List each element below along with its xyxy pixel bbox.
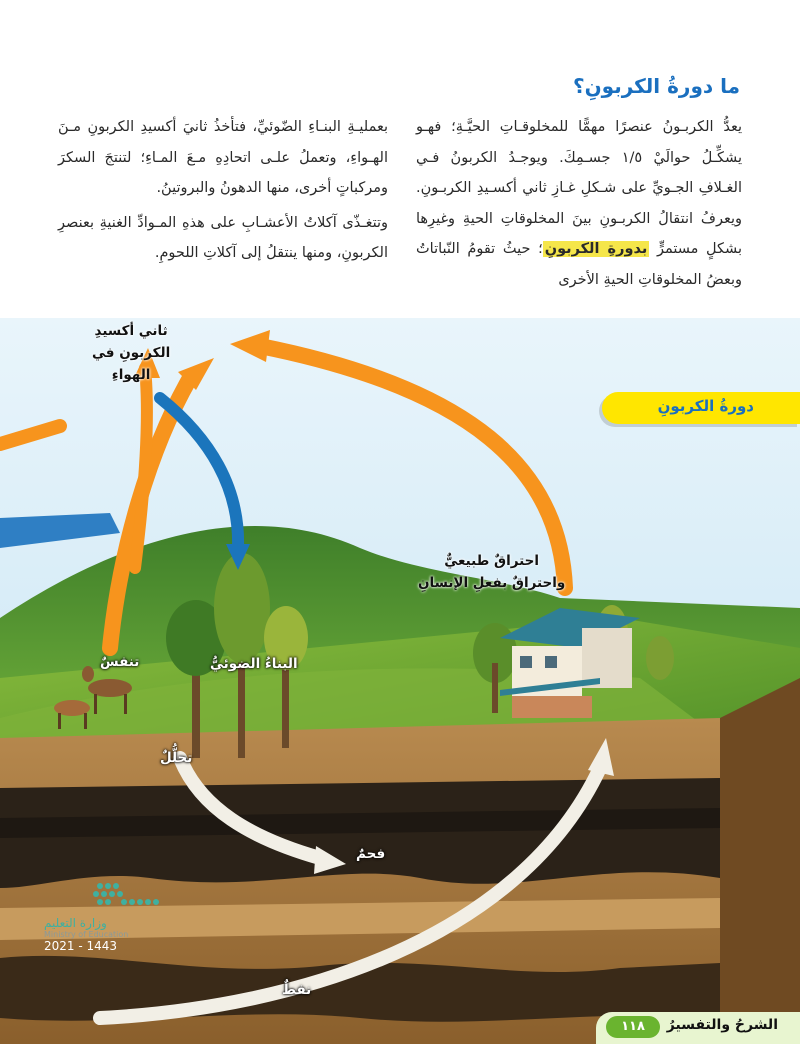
coal-label: فحمٌ [356,846,386,862]
right-paragraph-text: يعدُّ الكربـونُ عنصرًا مهمًّا للمخلوقـاتِ الحيَّـةِ؛ فهـو يشكِّـلُ حوالَيْ ١/٥ جسـمِكَ. ويوجـدُ الكربونُ فـي الغـلافِ الجـويِّ على شـكلِ غـازِ ثاني أكسـيدِ الكربـونِ. ويعرفُ انتقالُ الكربـونِ بينَ المخلوقاتِ الحيةِ وغيرِها بشكلٍ مستمرٍّ [416,119,743,257]
right-paragraph [416,112,742,295]
combustion-line-2: واحتراقٌ بفعلِ الإنسانِ [418,575,566,591]
banner-title: دورةُ الكربونِ [657,397,754,415]
ministry-name-ar: وزارة التعليم [44,916,107,930]
soil-side [720,678,800,1044]
co2-air-label [92,320,170,386]
right-paragraph-tail: ؛ حيثُ تقومُ النّباتاتُ وبعضُ المخلوقاتِ الحيةِ الأخرى [416,241,742,288]
page-footer [596,1012,800,1044]
page-number: ١١٨ [621,1019,645,1034]
right-text-column [416,112,742,295]
co2-label-line-1: ثاني أكسيدِ [94,323,168,339]
page-number-pill [606,1016,660,1038]
oil-label: نفطٌ [282,982,312,998]
carbon-cycle-highlight: بدورةِ الكربونِ [544,241,648,257]
respiration-label: تنفسٌ [100,654,140,670]
combustion-line-1: احتراقٌ طبيعيٌّ [444,553,539,569]
left-paragraph-2: وتتغـذّى آكلاتُ الأعشـابِ على هذهِ المـوادِّ الغنيةِ بعنصرِ الكربونِ، ومنها ينتقلُ إلى آكلاتِ اللحومِ. [58,214,388,261]
left-text-column [58,112,388,269]
footer-section-label: الشرحُ والتفسيرُ [666,1017,778,1033]
decomposition-label: تحلُّلٌ [160,750,193,766]
photosynthesis-label: البناءُ الضوئيُّ [210,656,298,672]
carbon-cycle-banner [602,392,800,424]
left-paragraph-1: بعمليـةِ البنـاءِ الضّوئيِّ، فتأخذُ ثانيَ أكسيدِ الكربونِ مـنَ الهـواءِ، وتعملُ علـى اتحادِهِ مـعَ المـاءِ؛ لتنتجَ السكرَ ومركباتٍ أخرى، منها الدهونُ والبروتينُ. [58,119,388,196]
combustion-label [418,550,565,594]
section-heading: ما دورةُ الكربونِ؟ [573,74,740,98]
ministry-logo-dots [44,880,164,910]
co2-label-line-2: الكربونِ في [92,345,171,361]
ministry-logo [44,880,164,953]
co2-label-line-3: الهواءِ [111,367,151,383]
ministry-year: 2021 - 1443 [44,939,118,953]
ministry-name-en: Ministry of Education [44,930,129,939]
